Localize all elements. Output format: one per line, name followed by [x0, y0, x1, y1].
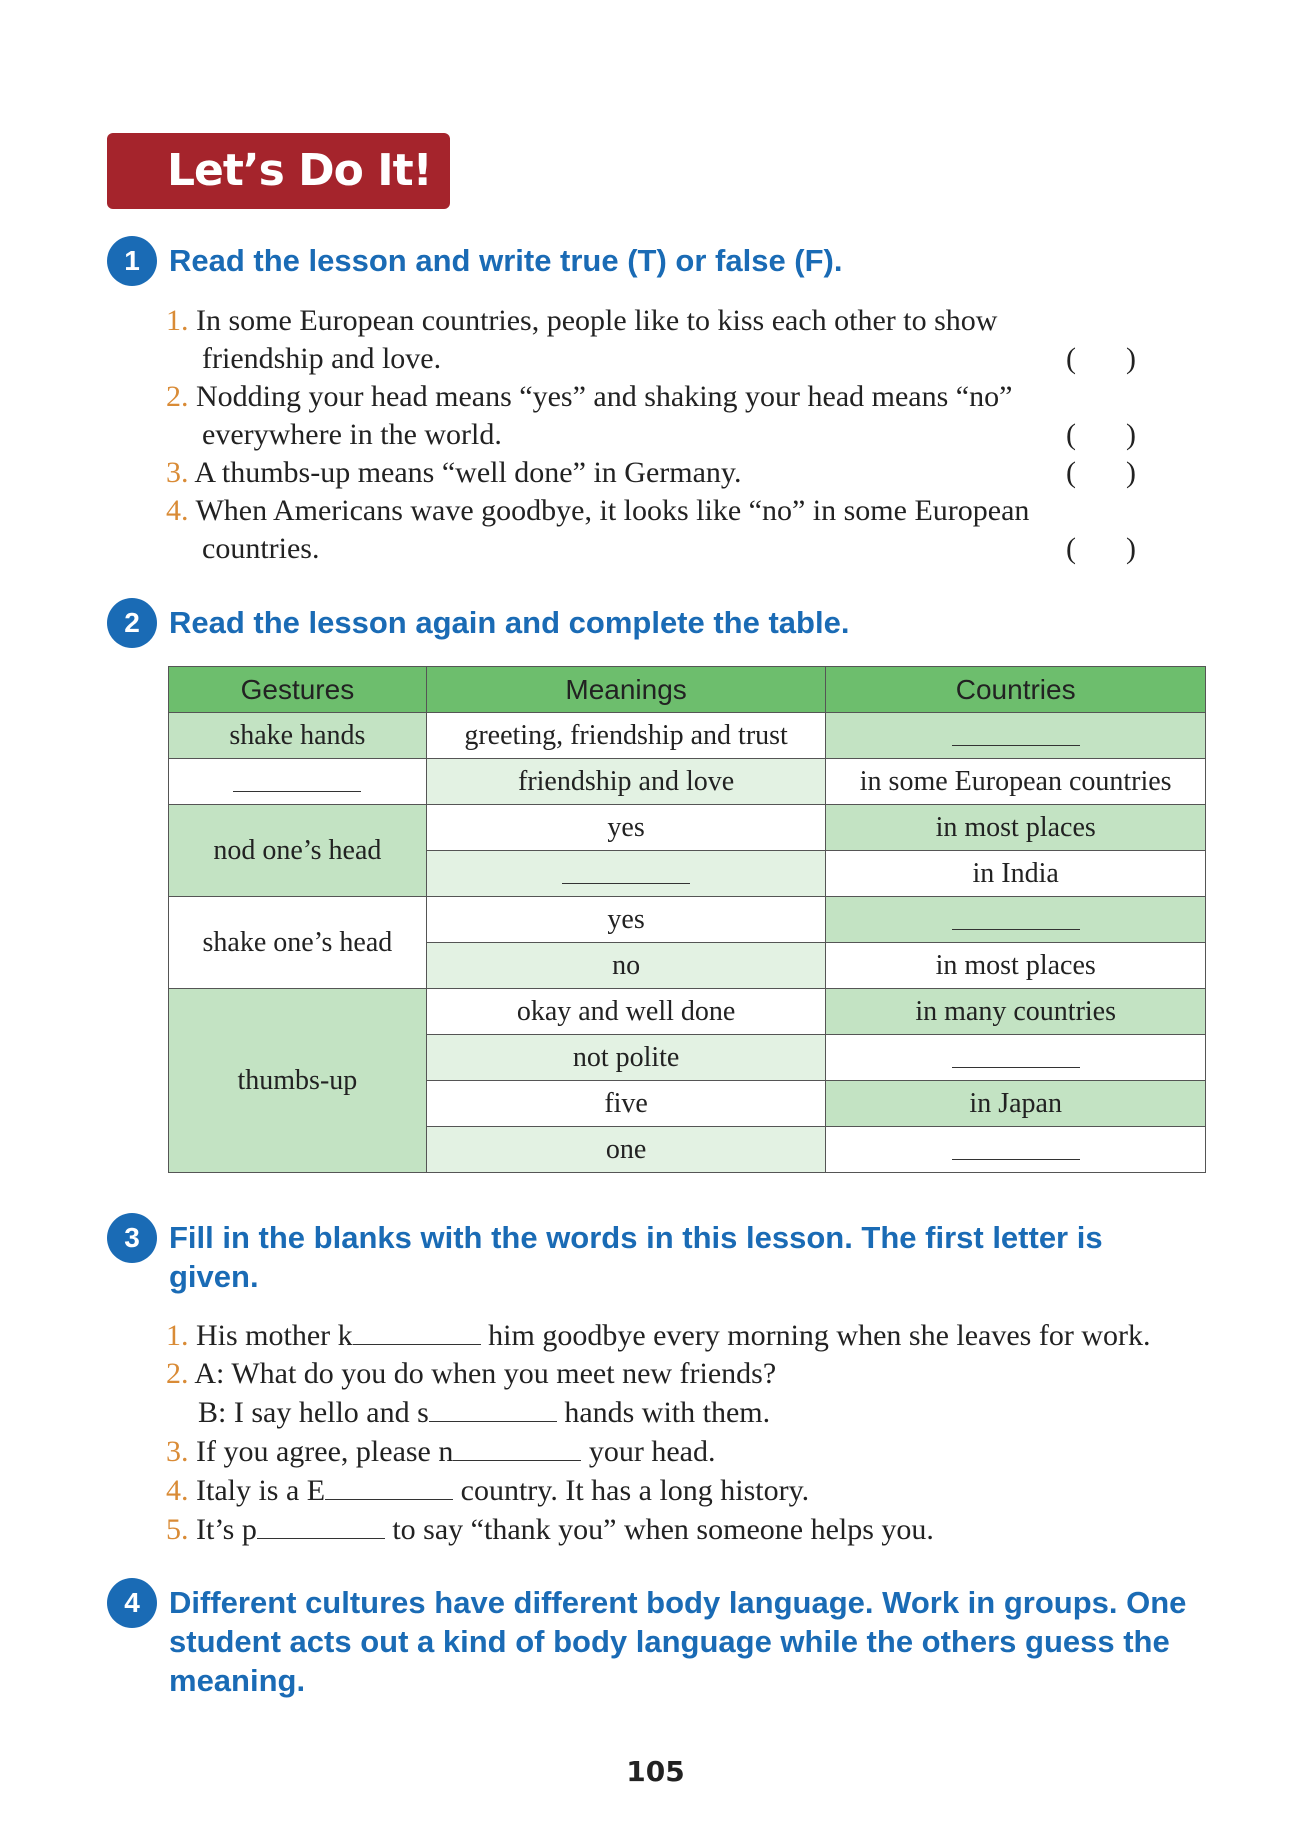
blank-cell[interactable]	[826, 1035, 1206, 1081]
fill-text: your head.	[581, 1435, 716, 1468]
blank-cell[interactable]	[826, 897, 1206, 943]
country-cell: in most places	[826, 943, 1206, 989]
meaning-cell: one	[426, 1127, 826, 1173]
tf-item-text: Nodding your head means “yes” and shaking your head means “no”	[196, 380, 1013, 413]
fill-text: It’s p	[196, 1513, 257, 1546]
meaning-cell: yes	[426, 897, 826, 943]
table-row	[169, 989, 1206, 1035]
country-cell: in most places	[826, 805, 1206, 851]
tf-item-2	[166, 378, 1266, 454]
answer-parentheses[interactable]: ( )	[1066, 342, 1136, 375]
meaning-cell: no	[426, 943, 826, 989]
fill-text: country. It has a long history.	[453, 1474, 810, 1507]
fill-item-1	[166, 1316, 1266, 1355]
blank-line[interactable]	[233, 763, 361, 792]
blank-line[interactable]	[952, 1039, 1080, 1068]
country-cell: in Japan	[826, 1081, 1206, 1127]
tf-item-4	[166, 492, 1266, 568]
blank-line[interactable]	[562, 855, 690, 884]
fill-blank[interactable]	[429, 1393, 557, 1422]
fill-item-3	[166, 1432, 1266, 1471]
table-row	[169, 713, 1206, 759]
fill-text: hands with them.	[556, 1396, 771, 1429]
fill-item-number: 3.	[166, 1435, 189, 1468]
fill-item-number: 4.	[166, 1474, 189, 1507]
table-row	[169, 897, 1206, 943]
fill-blank[interactable]	[453, 1432, 581, 1461]
meaning-cell: okay and well done	[426, 989, 826, 1035]
country-cell: in some European countries	[826, 759, 1206, 805]
lets-do-it-banner: Let’s Do It!	[107, 133, 450, 209]
fill-item-5	[166, 1510, 1266, 1549]
blank-line[interactable]	[952, 1131, 1080, 1160]
tf-item-number: 4.	[166, 494, 189, 527]
fill-item-2	[166, 1355, 1266, 1393]
section-1-heading	[107, 236, 843, 286]
header-meanings: Meanings	[426, 667, 826, 713]
blank-cell[interactable]	[826, 1127, 1206, 1173]
fill-text: A: What do you do when you meet new friends?	[194, 1357, 777, 1390]
section-3-number: 3	[107, 1213, 157, 1263]
country-cell: in India	[826, 851, 1206, 897]
gesture-cell: shake hands	[169, 713, 427, 759]
fill-text: His mother k	[196, 1319, 353, 1352]
fill-blank[interactable]	[257, 1510, 385, 1539]
answer-parentheses[interactable]: ( )	[1066, 532, 1136, 565]
answer-parentheses[interactable]: ( )	[1066, 456, 1136, 489]
answer-parentheses[interactable]: ( )	[1066, 418, 1136, 451]
blank-line[interactable]	[952, 717, 1080, 746]
header-gestures: Gestures	[169, 667, 427, 713]
tf-item-text: When Americans wave goodbye, it looks like “no” in some European	[195, 494, 1030, 527]
fill-blank[interactable]	[353, 1316, 481, 1345]
fill-item-number: 5.	[166, 1513, 189, 1546]
table-row	[169, 805, 1206, 851]
page-number: 105	[626, 1755, 685, 1788]
gesture-cell: thumbs-up	[169, 989, 427, 1173]
blank-cell[interactable]	[426, 851, 826, 897]
fill-text: to say “thank you” when someone helps you.	[384, 1513, 934, 1546]
header-countries: Countries	[826, 667, 1206, 713]
blank-cell[interactable]	[169, 759, 427, 805]
tf-item-number: 2.	[166, 380, 189, 413]
fill-item-4	[166, 1471, 1266, 1510]
meaning-cell: five	[426, 1081, 826, 1127]
tf-item-text-cont: countries.	[202, 532, 320, 565]
fill-text: him goodbye every morning when she leaves for work.	[480, 1319, 1151, 1352]
meaning-cell: not polite	[426, 1035, 826, 1081]
fill-item-number: 1.	[166, 1319, 189, 1352]
meaning-cell: greeting, friendship and trust	[426, 713, 826, 759]
tf-item-text-cont: friendship and love.	[202, 342, 442, 375]
tf-item-text: In some European countries, people like to kiss each other to show	[188, 304, 998, 337]
gestures-table	[168, 666, 1206, 1173]
meaning-cell: yes	[426, 805, 826, 851]
section-1-number: 1	[107, 236, 157, 286]
fill-blank[interactable]	[325, 1471, 453, 1500]
fill-item-2-line2	[166, 1393, 1266, 1432]
true-false-list	[166, 302, 1266, 568]
table-header-row	[169, 667, 1206, 713]
tf-item-number: 1.	[166, 304, 189, 337]
gesture-cell: nod one’s head	[169, 805, 427, 897]
tf-item-3	[166, 454, 1266, 492]
fill-item-number: 2.	[166, 1357, 189, 1390]
section-2-number: 2	[107, 598, 157, 648]
section-2-heading	[107, 598, 849, 648]
section-1-title: Read the lesson and write true (T) or false (F).	[169, 243, 843, 278]
tf-item-number: 3.	[166, 456, 189, 489]
fill-text: B: I say hello and s	[198, 1396, 429, 1429]
section-3-heading	[107, 1213, 1187, 1296]
tf-item-1	[166, 302, 1266, 378]
blank-cell[interactable]	[826, 713, 1206, 759]
fill-text: If you agree, please n	[196, 1435, 454, 1468]
gesture-cell: shake one’s head	[169, 897, 427, 989]
section-4-number: 4	[107, 1578, 157, 1628]
section-4-title: Different cultures have different body language. Work in groups. One student acts out a kind of body language while the others guess the meaning.	[169, 1585, 1187, 1698]
country-cell: in many countries	[826, 989, 1206, 1035]
meaning-cell: friendship and love	[426, 759, 826, 805]
fill-text: Italy is a E	[196, 1474, 326, 1507]
blank-line[interactable]	[952, 901, 1080, 930]
section-3-title: Fill in the blanks with the words in this lesson. The first letter is given.	[169, 1220, 1103, 1294]
section-4-heading	[107, 1578, 1187, 1700]
section-2-title: Read the lesson again and complete the table.	[169, 605, 850, 640]
tf-item-text-cont: everywhere in the world.	[202, 418, 502, 451]
tf-item-text: A thumbs-up means “well done” in Germany.	[194, 456, 742, 489]
table-row	[169, 759, 1206, 805]
fill-blanks-list	[166, 1316, 1266, 1549]
